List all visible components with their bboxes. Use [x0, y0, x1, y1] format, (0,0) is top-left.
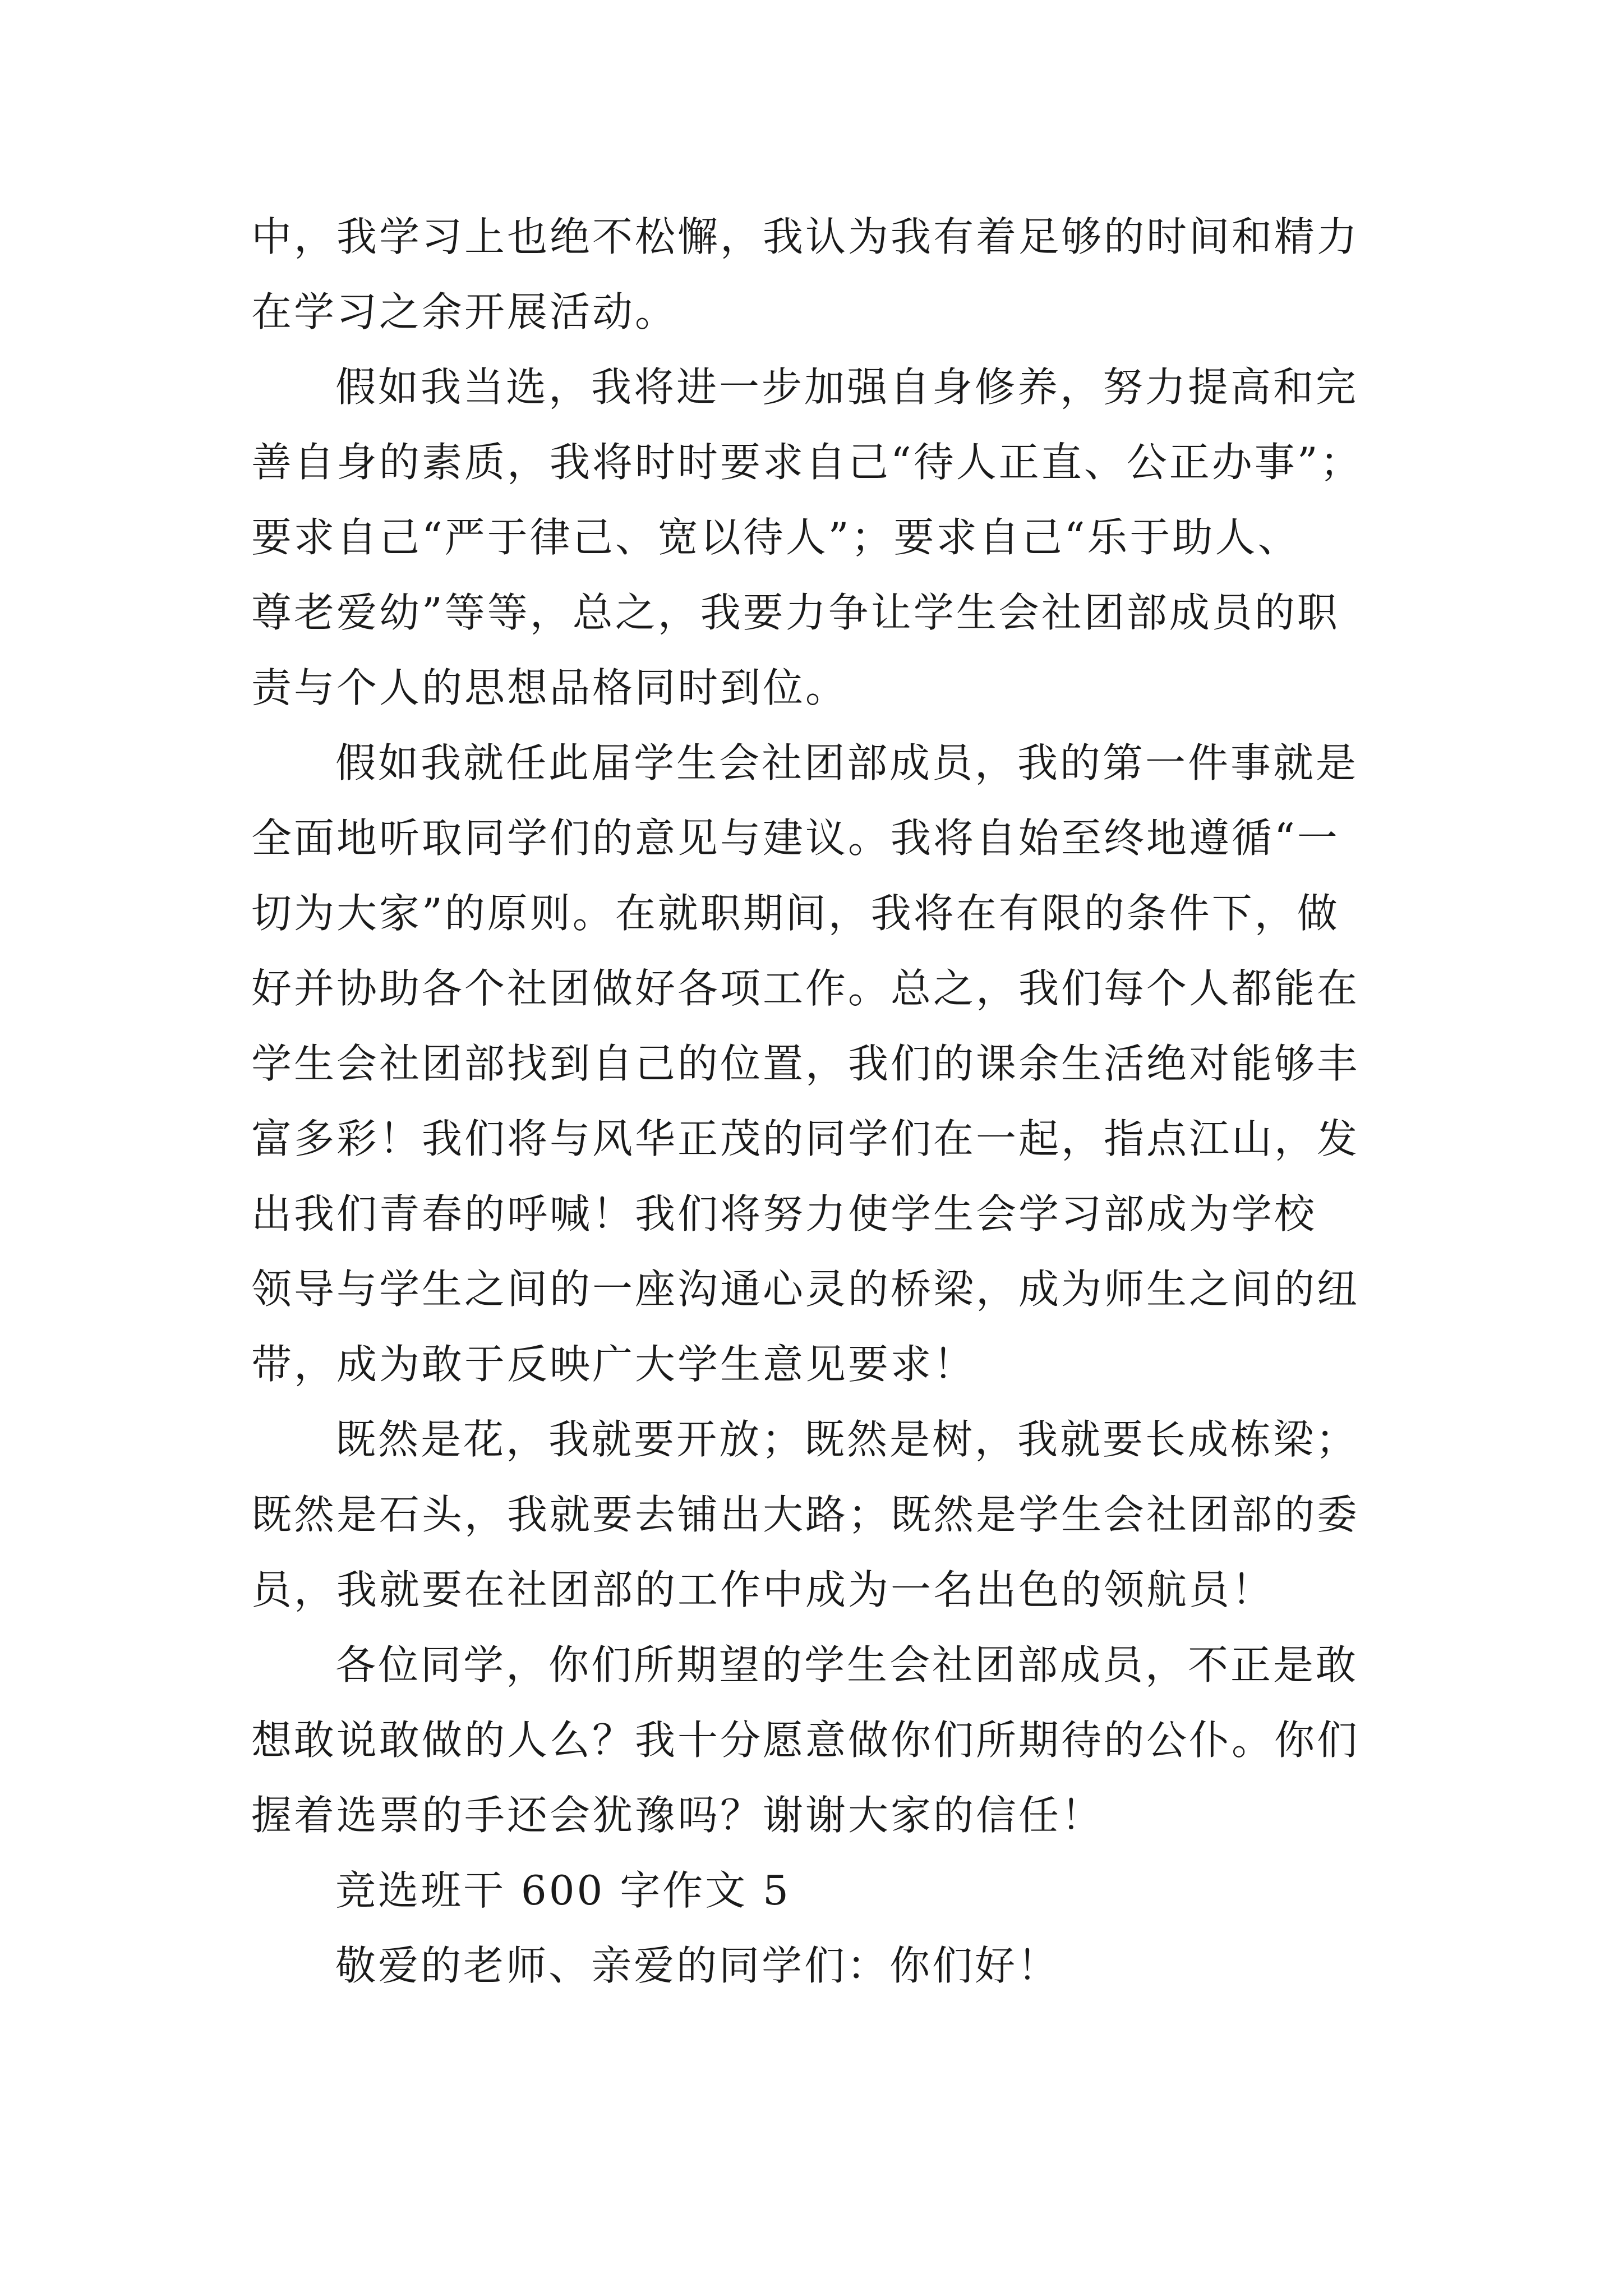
text-line: 要求自己“严于律己、宽以待人”；要求自己“乐于助人、: [251, 514, 1301, 561]
paragraph-first-line: 假如我就任此届学生会社团部成员，我的第一件事就是: [335, 739, 1359, 786]
text-line: 既然是石头，我就要去铺出大路；既然是学生会社团部的委: [251, 1491, 1360, 1538]
text-line: 想敢说敢做的人么？我十分愿意做你们所期待的公仆。你们: [251, 1717, 1360, 1764]
document-body: [251, 199, 1378, 2003]
text-line: 领导与学生之间的一座沟通心灵的桥梁，成为师生之间的纽: [251, 1266, 1360, 1313]
text-line: 出我们青春的呼喊！我们将努力使学生会学习部成为学校: [251, 1190, 1317, 1237]
paragraph-first-line: 各位同学，你们所期望的学生会社团部成员，不正是敢: [335, 1641, 1359, 1688]
text-line: 带，成为敢于反映广大学生意见要求！: [251, 1341, 976, 1388]
section-heading: 竞选班干 600 字作文 5: [335, 1867, 791, 1914]
paragraph-first-line: 假如我当选，我将进一步加强自身修养，努力提高和完: [335, 364, 1359, 411]
text-line: 全面地听取同学们的意见与建议。我将自始至终地遵循“一: [251, 815, 1340, 862]
text-line: 中，我学习上也绝不松懈，我认为我有着足够的时间和精力: [251, 213, 1360, 260]
salutation: 敬爱的老师、亲爱的同学们：你们好！: [335, 1942, 1061, 1989]
text-line: 好并协助各个社团做好各项工作。总之，我们每个人都能在: [251, 965, 1360, 1012]
text-line: 握着选票的手还会犹豫吗？谢谢大家的信任！: [251, 1792, 1104, 1839]
paragraph-first-line: 既然是花，我就要开放；既然是树，我就要长成栋梁；: [335, 1416, 1359, 1463]
text-line: 在学习之余开展活动。: [251, 288, 678, 335]
text-line: 切为大家”的原则。在就职期间，我将在有限的条件下，做: [251, 890, 1340, 937]
text-line: 责与个人的思想品格同时到位。: [251, 664, 849, 711]
text-line: 富多彩！我们将与风华正茂的同学们在一起，指点江山，发: [251, 1115, 1360, 1162]
text-line: 员，我就要在社团部的工作中成为一名出色的领航员！: [251, 1566, 1275, 1613]
text-line: 学生会社团部找到自己的位置，我们的课余生活绝对能够丰: [251, 1040, 1360, 1087]
text-line: 尊老爱幼”等等，总之，我要力争让学生会社团部成员的职: [251, 589, 1340, 636]
text-line: 善自身的素质，我将时时要求自己“待人正直、公正办事”；: [251, 439, 1363, 486]
